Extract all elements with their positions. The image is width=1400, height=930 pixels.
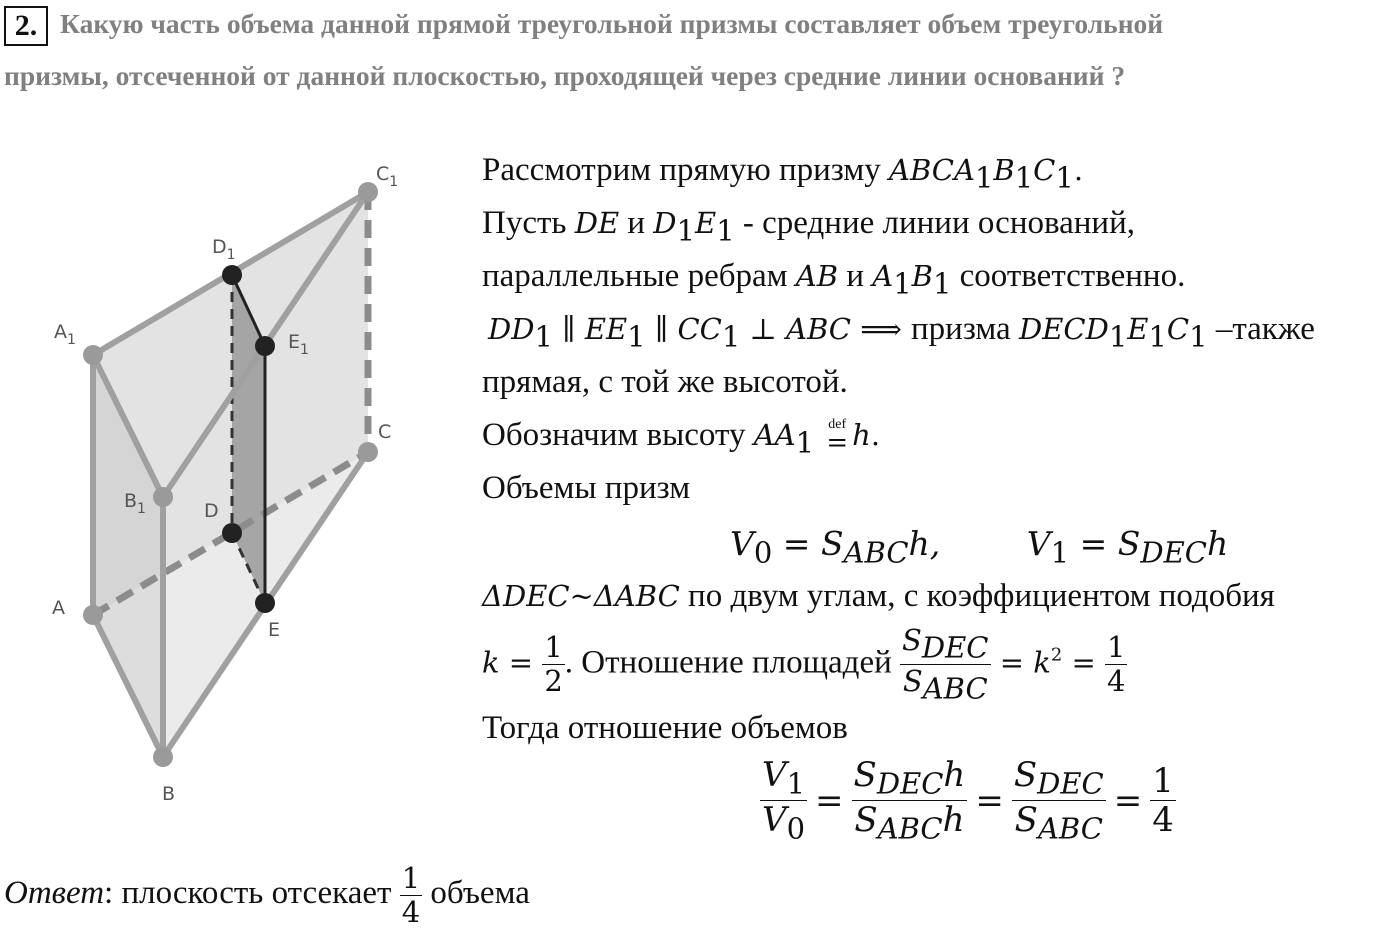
vertex-c [358, 442, 378, 462]
vertex-a1 [83, 345, 103, 365]
label-b: B [162, 783, 176, 805]
solution-line-9: k = $\frac{1}{2}$ . Отношение площадей $\frac{S_{DEC}}{S_{ABC}}$ = $k^2$ = $\frac{1}{4}$ [482, 623, 1126, 706]
fraction-v1-v0: $\frac{V_1}{V_0}$ [762, 755, 806, 846]
solution-line-7: Объемы призм [482, 470, 691, 506]
question-line-1: Какую часть объема данной прямой треугольной призмы составляет объем треугольной [60, 8, 1164, 39]
label-a: A [52, 597, 65, 619]
label-d1: $D_1$ [212, 236, 236, 263]
answer-fraction: $\frac{1}{4}$ [401, 861, 421, 929]
label-c: C [378, 421, 392, 443]
vertex-b [153, 747, 173, 767]
prism-figure [0, 140, 460, 820]
fraction-area-ratio: $\frac{S_{DEC}}{S_{ABC}}$ [902, 623, 989, 706]
solution-line-6: Обозначим высоту $AA_1$ def = h. [482, 417, 881, 460]
fraction-s-ratio: $\frac{S_{DEC}}{S_{ABC}}$ [1013, 755, 1104, 846]
label-e1: $E_1$ [288, 331, 309, 358]
solution-line-2: Пусть DE и $D_1E_1$ - средние линии оснований, [482, 205, 1136, 248]
vertex-e [255, 593, 275, 613]
vertex-a [83, 605, 103, 625]
label-d: D [204, 500, 219, 522]
vertex-d [222, 523, 242, 543]
vertex-b1 [153, 487, 173, 507]
question-line-2: призмы, отсеченной от данной плоскостью, проходящей через средние линии оснований ? [4, 60, 1126, 91]
solution-line-10: Тогда отношение объемов [482, 710, 848, 746]
fraction-sh-ratio: $\frac{S_{DEC}h}{S_{ABC}h}$ [853, 755, 966, 846]
answer-line: Ответ: плоскость отсекает $\frac{1}{4}$ объема [4, 861, 530, 929]
fraction-one-quarter: $\frac{1}{4}$ [1107, 630, 1126, 699]
vertex-c1 [358, 182, 378, 202]
question-number: 2. [4, 6, 48, 46]
solution-line-8: ΔDEC~ΔABC по двум углам, с коэффициентом подобия [482, 578, 1275, 614]
solution-line-1: Рассмотрим прямую призму $ABCA_1B_1C_1$. [482, 152, 1084, 195]
vertex-d1 [222, 265, 242, 285]
fraction-result: $\frac{1}{4}$ [1152, 761, 1174, 841]
label-c1: $C_1$ [376, 163, 399, 190]
label-e: E [268, 619, 281, 641]
answer-label: Ответ [4, 875, 105, 912]
fraction-one-half: $\frac{1}{2}$ [544, 630, 563, 699]
volume-formulas: $V_0 = S_{ABC}h$, $V_1 = S_{DEC}h$ [730, 524, 1229, 570]
solution-line-4: $DD_1$ ∥ $EE_1$ ∥ $CC_1$ ⊥ ABC ⟹ призма $DECD_1E_1C_1$ –также [488, 311, 1315, 354]
vertex-e1 [255, 336, 275, 356]
label-a1: $A_1$ [54, 321, 76, 348]
volume-ratio-formula: $\frac{V_1}{V_0}$ = $\frac{S_{DEC}h}{S_{ABC}h}$ = $\frac{S_{DEC}}{S_{ABC}}$ = $\frac{1}{4}$ [762, 755, 1174, 846]
solution-line-3: параллельные ребрам AB и $A_1B_1$ соответственно. [482, 258, 1186, 301]
solution-line-5: прямая, с той же высотой. [482, 364, 848, 400]
label-b1: $B_1$ [124, 490, 146, 517]
